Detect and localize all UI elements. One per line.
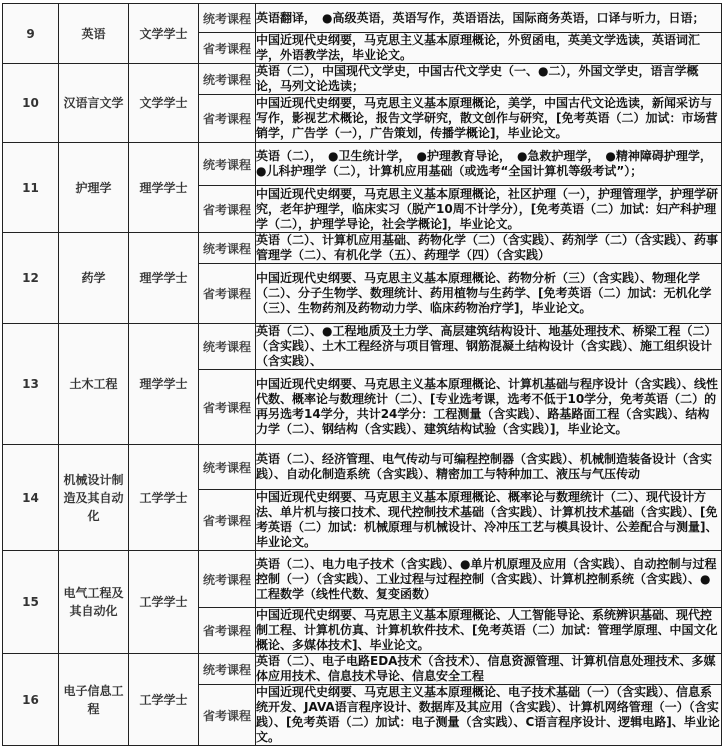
major-name: 护理学 xyxy=(59,143,129,233)
course-plan-table xyxy=(2,3,722,746)
table-row xyxy=(3,143,722,186)
unified-exam-label: 统考课程 xyxy=(199,233,256,264)
unified-courses xyxy=(256,324,722,370)
unified-exam-label: 统考课程 xyxy=(199,4,256,33)
course-list: 中国近现代史纲要，马克思主义基本原理概论，外贸函电，英美文学选读，英语词汇学，外语教学法，毕业论文。 xyxy=(256,33,701,62)
course-list: 中国近现代史纲要、马克思主义基本原理概论、概率论与数理统计（二）、现代设计方法、单片机与接口技术、现代控制技术基础（含实践）、计算机技术基础（含实践）、[免考英语（二）加试：机械原理与机械设计、冷冲压工艺与模具设计、公差配合与测量]、毕业论文。 xyxy=(256,490,718,549)
degree: 工学学士 xyxy=(129,445,199,551)
provincial-courses xyxy=(256,608,722,654)
provincial-exam-label: 省考课程 xyxy=(199,95,256,143)
degree: 工学学士 xyxy=(129,551,199,654)
provincial-exam-label: 省考课程 xyxy=(199,33,256,64)
course-list: 英语（二）、电子电路EDA技术（含技术）、信息资源管理、计算机信息处理技术、多媒体应用技术、信息技术导论、信息安全工程 xyxy=(256,654,716,683)
course-list: 英语（二）、经济管理、电气传动与可编程控制器（含实践）、机械制造装备设计（含实践）、自动化制造系统（含实践）、精密加工与特种加工、液压与气压传动 xyxy=(256,452,713,481)
provincial-courses xyxy=(256,186,722,233)
unified-courses xyxy=(256,445,722,490)
provincial-courses xyxy=(256,490,722,551)
course-list: 中国近现代史纲要，马克思主义基本原理概论，美学，中国古代文论选读，新闻采访与写作，影视艺术概论，报告文学研究，散文创作与研究，[免考英语（二）加试：市场营销学，广告学（一），广告策划，传播学概论]，毕业论文。 xyxy=(256,96,718,140)
table-row xyxy=(3,4,722,33)
row-number: 10 xyxy=(3,64,59,143)
unified-exam-label: 统考课程 xyxy=(199,324,256,370)
table-row xyxy=(3,551,722,608)
course-list: 英语（二）、电力电子技术（含实践）、●单片机原理及应用（含实践）、自动控制与过程控制（一）（含实践）、工业过程与过程控制（含实践）、计算机控制系统（含实践）、●工程数学（线性代数、复变函数） xyxy=(256,556,717,601)
provincial-exam-label: 省考课程 xyxy=(199,186,256,233)
course-list: 中国近现代史纲要、马克思主义基本原理概论、电子技术基础（一）（含实践）、信息系统开发、JAVA语言程序设计、数据库及其应用（含实践）、计算机网络管理（一）（含实践）、[免考英语（二）加试：电子测量（含实践）、C语言程序设计、逻辑电路]、毕业论文。 xyxy=(256,685,720,744)
table-row xyxy=(3,654,722,685)
degree: 工学学士 xyxy=(129,654,199,746)
provincial-exam-label: 省考课程 xyxy=(199,490,256,551)
unified-courses xyxy=(256,143,722,186)
course-list: 英语（二）、●工程地质及土力学、高层建筑结构设计、地基处理技术、桥梁工程（二）（含实践）、土木工程经济与项目管理、钢筋混凝土结构设计（含实践）、施工组织设计（含实践）、 xyxy=(256,324,717,368)
provincial-courses xyxy=(256,95,722,143)
provincial-exam-label: 省考课程 xyxy=(199,685,256,746)
row-number: 12 xyxy=(3,233,59,324)
row-number: 9 xyxy=(3,4,59,64)
unified-courses xyxy=(256,4,722,33)
course-list: 中国近现代史纲要、马克思主义基本原理概论、计算机基础与程序设计（含实践）、线性代数、概率论与数理统计（二）、[专业选考课，选考不低于10学分，免考英语（二）的再另选考14学分，共计24学分：工程测量（含实践）、路基路面工程（含实践）、结构力学（二）、钢结构（含实践）、建筑结构试验（含实践）]，毕业论文。 xyxy=(256,377,719,436)
unified-courses xyxy=(256,64,722,95)
course-list: 英语翻译， ●高级英语，英语写作，英语语法，国际商务英语，口译与听力，日语； xyxy=(256,10,705,25)
major-name: 汉语言文学 xyxy=(59,64,129,143)
provincial-exam-label: 省考课程 xyxy=(199,264,256,324)
provincial-courses xyxy=(256,370,722,445)
course-list: 中国近现代史纲要、马克思主义基本原理概论、药物分析（三）（含实践）、物理化学（二）、分子生物学、数理统计、药用植物与生药学、[免考英语（二）加试：无机化学（三）、生物药剂及药物动力学、临床药物治疗学]，毕业论文。 xyxy=(256,271,712,315)
course-list: 英语（二），中国现代文学史，中国古代文学史（一、●二），外国文学史，语言学概论，马列文论选读； xyxy=(256,64,699,93)
provincial-courses xyxy=(256,33,722,64)
provincial-exam-label: 省考课程 xyxy=(199,608,256,654)
unified-courses xyxy=(256,551,722,608)
course-list: 英语（二）， ●卫生统计学， ●护理教育导论， ●急救护理学， ●精神障碍护理学， ●儿科护理学（二），计算机应用基础（或选考“全国计算机等级考试”）； xyxy=(256,149,718,178)
provincial-exam-label: 省考课程 xyxy=(199,370,256,445)
major-name: 英语 xyxy=(59,4,129,64)
course-list: 英语（二）、计算机应用基础、药物化学（二）（含实践）、药剂学（二）（含实践）、药事管理学（二）、有机化学（五）、药理学（四）（含实践） xyxy=(256,233,719,262)
provincial-courses xyxy=(256,264,722,324)
major-name: 电子信息工程 xyxy=(59,654,129,746)
table-row xyxy=(3,233,722,264)
degree: 理学学士 xyxy=(129,233,199,324)
unified-exam-label: 统考课程 xyxy=(199,445,256,490)
major-name: 土木工程 xyxy=(59,324,129,445)
unified-courses xyxy=(256,233,722,264)
major-name: 机械设计制造及其自动化 xyxy=(59,445,129,551)
table-row xyxy=(3,64,722,95)
degree: 文学学士 xyxy=(129,64,199,143)
row-number: 14 xyxy=(3,445,59,551)
table-row xyxy=(3,445,722,490)
unified-exam-label: 统考课程 xyxy=(199,654,256,685)
unified-exam-label: 统考课程 xyxy=(199,551,256,608)
table-row xyxy=(3,324,722,370)
unified-exam-label: 统考课程 xyxy=(199,143,256,186)
row-number: 15 xyxy=(3,551,59,654)
row-number: 11 xyxy=(3,143,59,233)
degree: 文学学士 xyxy=(129,4,199,64)
degree: 理学学士 xyxy=(129,143,199,233)
course-list: 中国近现代史纲要，马克思主义基本原理概论，社区护理（一），护理管理学，护理学研究，老年护理学，临床实习（脱产10周不计学分），[免考英语（二）加试：妇产科护理学（二），护理学导论，社会学概论]，毕业论文。 xyxy=(256,186,719,231)
degree: 理学学士 xyxy=(129,324,199,445)
row-number: 13 xyxy=(3,324,59,445)
major-name: 药学 xyxy=(59,233,129,324)
unified-courses xyxy=(256,654,722,685)
unified-exam-label: 统考课程 xyxy=(199,64,256,95)
row-number: 16 xyxy=(3,654,59,746)
provincial-courses xyxy=(256,685,722,746)
major-name: 电气工程及其自动化 xyxy=(59,551,129,654)
course-list: 中国近现代史纲要、马克思主义基本原理概论、人工智能导论、系统辨识基础、现代控制工程、计算机仿真、计算机软件技术、[免考英语（二）加试：管理学原理、中国文化概论、多媒体技术]、毕业论文。 xyxy=(256,608,718,652)
